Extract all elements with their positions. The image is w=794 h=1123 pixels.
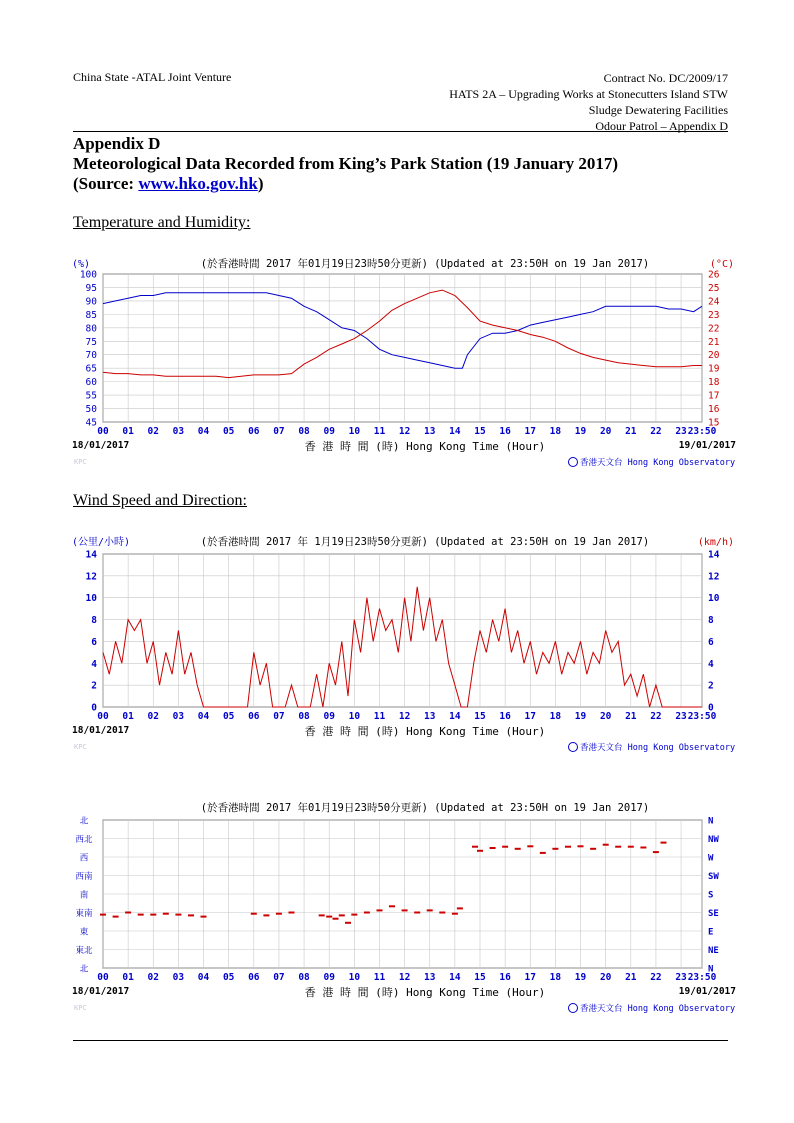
x-tick-label: 13 [424,426,436,437]
right-y-tick-label: 17 [708,390,720,402]
x-tick-label: 12 [398,426,411,437]
hko-credit: 香港天文台 Hong Kong Observatory [580,1004,736,1014]
x-tick-label: 02 [147,972,159,983]
x-tick-label: 02 [147,711,159,722]
right-y-tick-label: 24 [708,296,720,308]
left-direction-label: 西南 [75,872,93,882]
right-y-tick-label: 8 [708,615,714,627]
right-y-tick-label: 10 [708,593,720,605]
left-direction-label: 北 [79,816,89,827]
wind-direction-point [263,914,269,916]
end-date: 19/01/2017 [678,986,736,997]
x-tick-label: 18 [549,972,562,983]
right-direction-label: SW [708,872,719,882]
x-tick-label: 04 [197,426,210,437]
x-tick-label: 19 [574,711,587,722]
chart-title: (於香港時間 2017 年01月19日23時50分更新) (Updated at 23:50H on 19 Jan 2017) [200,258,650,270]
left-y-tick-label: 2 [91,680,97,692]
x-tick-label: 08 [298,711,310,722]
wind-direction-point [138,914,144,916]
x-tick-label: 20 [599,426,612,437]
left-y-tick-label: 80 [85,323,97,335]
x-tick-label: 07 [273,972,285,983]
left-y-tick-label: 8 [91,615,97,627]
wind-direction-point [414,912,420,914]
x-tick-label: 18 [549,711,562,722]
x-tick-label: 22 [650,972,662,983]
x-tick-label: 14 [449,426,461,437]
source-prefix: (Source: [73,174,139,193]
x-tick-label: 10 [348,972,361,983]
wind-direction-point [389,905,395,907]
right-y-tick-label: 2 [708,680,714,692]
section-name: Odour Patrol – Appendix D [595,119,728,133]
wind-direction-point [472,846,478,848]
x-tick-label: 09 [323,711,335,722]
x-tick-label: 04 [197,711,210,722]
x-tick-label: 06 [248,426,260,437]
left-y-tick-label: 100 [79,269,97,281]
right-y-tick-label: 21 [708,336,720,348]
left-direction-label: 東北 [75,946,93,956]
temp-humidity-heading: Temperature and Humidity: [73,214,251,231]
right-direction-label: N [708,964,714,975]
x-tick-label: 02 [147,426,159,437]
wind-direction-point [100,914,106,916]
wind-direction-point [113,916,119,918]
start-date: 18/01/2017 [72,986,130,997]
x-tick-label: 07 [273,426,285,437]
wind-direction-point [502,846,508,848]
left-y-tick-label: 12 [85,571,97,583]
contract-number: Contract No. DC/2009/17 [603,71,728,85]
left-y-tick-label: 65 [85,363,97,375]
x-tick-label: 12 [398,972,411,983]
x-tick-label: 19 [574,972,587,983]
right-y-tick-label: 6 [708,636,714,648]
left-y-tick-label: 45 [85,417,97,429]
x-axis-label: 香 港 時 間 (時) Hong Kong Time (Hour) [304,986,546,999]
left-y-tick-label: 75 [85,336,97,348]
start-date: 18/01/2017 [72,725,130,736]
wind-direction-point [319,914,325,916]
wind-direction-point [653,851,659,853]
x-tick-label: 03 [172,426,185,437]
x-tick-label: 05 [222,972,235,983]
plot-frame [103,554,702,707]
x-tick-label: 21 [625,426,637,437]
x-tick-label: 14 [449,711,461,722]
x-tick-label: 18 [549,426,562,437]
right-y-tick-label: 12 [708,571,720,583]
watermark: KPC [74,1004,87,1012]
x-tick-label: 14 [449,972,461,983]
right-y-tick-label: 19 [708,363,720,375]
x-axis-label: 香 港 時 間 (時) Hong Kong Time (Hour) [304,440,546,453]
right-y-tick-label: 0 [708,702,714,714]
header-divider [73,131,728,132]
x-tick-label: 01 [122,972,134,983]
wind-direction-point [125,912,131,914]
wind-direction-point [201,916,207,918]
x-tick-label: 03 [172,711,185,722]
left-y-tick-label: 90 [85,296,97,308]
left-axis-unit: (公里/小時) [72,537,131,548]
x-tick-label: 10 [348,426,361,437]
left-direction-label: 東 [79,927,89,938]
wind-direction-point [175,914,181,916]
appendix-subtitle: Meteorological Data Recorded from King’s Park Station (19 January 2017) [73,154,619,173]
x-tick-label: 16 [499,972,511,983]
wind-direction-point [251,913,257,915]
left-axis-unit: (%) [72,259,91,270]
x-tick-label: 21 [625,972,637,983]
left-y-tick-label: 6 [91,636,97,648]
x-tick-label: 13 [424,711,436,722]
left-y-tick-label: 14 [85,549,97,561]
right-direction-label: SE [708,909,719,919]
x-tick-label: 23 [675,972,687,983]
x-tick-label: 07 [273,711,285,722]
wind-direction-point [540,852,546,854]
left-y-tick-label: 60 [85,377,97,389]
left-y-tick-label: 85 [85,309,97,321]
wind-direction-point [590,848,596,850]
right-y-tick-label: 22 [708,323,720,335]
wind-direction-point [439,912,445,914]
x-tick-label: 01 [122,426,134,437]
wind-direction-point [326,916,332,918]
wind-direction-point [452,913,458,915]
right-y-tick-label: 14 [708,549,720,561]
end-date: 19/01/2017 [678,440,736,451]
wind-direction-point [578,845,584,847]
wind-direction-point [188,914,194,916]
facility-name: Sludge Dewatering Facilities [588,103,728,117]
wind-direction-chart [70,798,740,1020]
wind-direction-point [402,909,408,911]
left-y-tick-label: 95 [85,282,97,294]
right-y-tick-label: 23 [708,309,720,321]
chart-title: (於香港時間 2017 年01月19日23時50分更新) (Updated at 23:50H on 19 Jan 2017) [200,802,650,814]
left-direction-label: 東南 [75,909,93,919]
left-direction-label: 南 [79,890,89,901]
company-name: China State -ATAL Joint Venture [73,70,232,84]
wind-direction-point [150,914,156,916]
x-tick-label: 15 [474,972,486,983]
footer-divider [73,1040,728,1041]
x-tick-label: 04 [197,972,210,983]
wind-direction-point [351,914,357,916]
wind-direction-point [289,912,295,914]
hko-credit: 香港天文台 Hong Kong Observatory [580,743,736,753]
appendix-title: Appendix D [73,134,161,153]
x-tick-label: 16 [499,426,511,437]
right-y-tick-label: 15 [708,417,720,429]
wind-heading: Wind Speed and Direction: [73,492,247,509]
x-tick-label: 23:50 [687,972,717,983]
right-direction-label: S [708,890,714,901]
x-tick-label: 11 [373,426,386,437]
x-axis-label: 香 港 時 間 (時) Hong Kong Time (Hour) [304,725,546,738]
x-tick-label: 23 [675,426,687,437]
left-y-tick-label: 10 [85,593,97,605]
x-tick-label: 05 [222,426,235,437]
copyright-icon [569,743,578,752]
watermark: KPC [74,458,87,466]
wind-direction-point [377,909,383,911]
right-y-tick-label: 20 [708,350,720,362]
x-tick-label: 15 [474,711,486,722]
x-tick-label: 08 [298,972,310,983]
x-tick-label: 17 [524,711,536,722]
appendix-heading [73,134,618,194]
wind-direction-point [615,846,621,848]
x-tick-label: 21 [625,711,637,722]
x-tick-label: 15 [474,426,486,437]
appendix-source [73,174,618,194]
x-tick-label: 20 [599,711,612,722]
right-direction-label: NE [708,946,719,956]
left-y-tick-label: 50 [85,404,97,416]
x-tick-label: 22 [650,711,662,722]
wind-direction-point [339,914,345,916]
left-direction-label: 西北 [75,835,93,845]
right-direction-label: E [708,927,714,938]
x-tick-label: 09 [323,426,335,437]
right-direction-label: W [708,853,714,864]
wind-direction-point [364,912,370,914]
temp-humidity-chart [70,254,740,470]
x-tick-label: 19 [574,426,587,437]
right-axis-unit: (°C) [709,259,734,270]
wind-direction-point [345,922,351,924]
x-tick-label: 10 [348,711,361,722]
x-tick-label: 23:50 [687,426,717,437]
wind-direction-point [640,847,646,849]
right-direction-label: N [708,816,714,827]
chart-title: (於香港時間 2017 年 1月19日23時50分更新) (Updated at 23:50H on 19 Jan 2017) [200,536,650,548]
x-tick-label: 23 [675,711,687,722]
wind-direction-point [490,847,496,849]
right-y-tick-label: 25 [708,282,720,294]
source-link[interactable]: www.hko.gov.hk [138,174,258,193]
wind-direction-point [527,845,533,847]
right-y-tick-label: 16 [708,404,720,416]
x-tick-label: 01 [122,711,134,722]
right-y-tick-label: 26 [708,269,720,281]
wind-direction-point [661,842,667,844]
watermark: KPC [74,743,87,751]
left-y-tick-label: 55 [85,390,97,402]
x-tick-label: 22 [650,426,662,437]
wind-direction-point [477,850,483,852]
left-direction-label: 西 [79,853,89,864]
right-axis-unit: (km/h) [697,537,734,548]
wind-direction-point [552,848,558,850]
x-tick-label: 12 [398,711,411,722]
x-tick-label: 00 [97,426,109,437]
x-tick-label: 16 [499,711,511,722]
x-tick-label: 08 [298,426,310,437]
x-tick-label: 11 [373,972,386,983]
x-tick-label: 09 [323,972,335,983]
plot-frame [103,274,702,422]
right-direction-label: NW [708,835,719,845]
x-tick-label: 23:50 [687,711,717,722]
x-tick-label: 06 [248,711,260,722]
source-suffix: ) [257,174,264,193]
start-date: 18/01/2017 [72,440,130,451]
wind-direction-point [427,909,433,911]
left-y-tick-label: 0 [91,702,97,714]
wind-direction-point [333,918,339,920]
wind-direction-point [457,907,463,909]
x-tick-label: 06 [248,972,260,983]
right-y-tick-label: 18 [708,377,720,389]
x-tick-label: 17 [524,426,536,437]
x-tick-label: 00 [97,972,109,983]
x-tick-label: 13 [424,972,436,983]
x-tick-label: 05 [222,711,235,722]
wind-direction-point [515,848,521,850]
copyright-icon [569,1004,578,1013]
x-tick-label: 00 [97,711,109,722]
x-tick-label: 11 [373,711,386,722]
left-y-tick-label: 70 [85,350,97,362]
wind-direction-point [628,846,634,848]
x-tick-label: 20 [599,972,612,983]
wind-direction-point [163,913,169,915]
project-name: HATS 2A – Upgrading Works at Stonecutters Island STW [449,87,728,101]
wind-direction-point [276,913,282,915]
copyright-icon [569,458,578,467]
contract-block [449,70,728,134]
wind-speed-chart [70,532,740,758]
wind-direction-point [565,846,571,848]
x-tick-label: 17 [524,972,536,983]
wind-direction-point [603,844,609,846]
left-y-tick-label: 4 [91,658,97,670]
x-tick-label: 03 [172,972,185,983]
hko-credit: 香港天文台 Hong Kong Observatory [580,458,736,468]
left-direction-label: 北 [79,964,89,975]
right-y-tick-label: 4 [708,658,714,670]
